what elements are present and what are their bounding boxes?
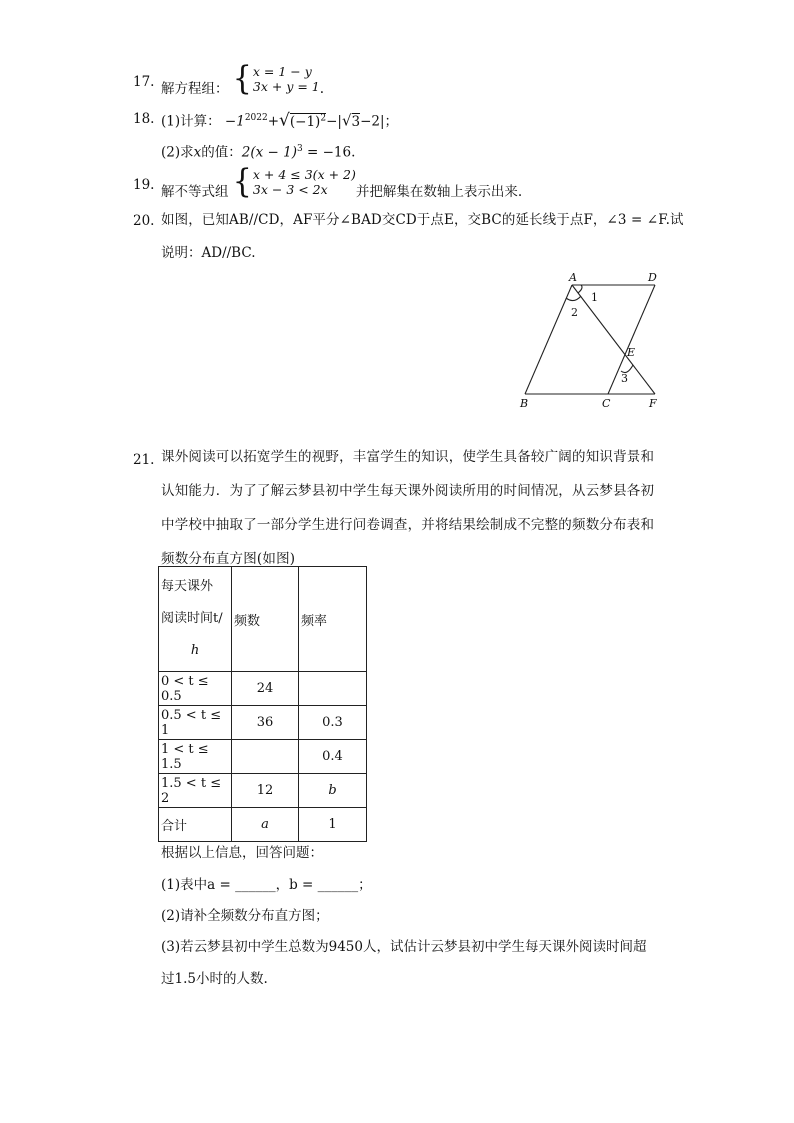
q19-inequality-system xyxy=(232,162,356,201)
q19-text: 解不等式组 xyxy=(161,183,229,200)
table-header-count: 频数 xyxy=(232,567,299,672)
table-cell: 0.5 < t ≤ 1 xyxy=(159,706,232,740)
angle-arc-1 xyxy=(578,285,582,293)
parallelogram-diagram xyxy=(515,268,665,413)
label-angle-2: 2 xyxy=(571,306,578,319)
header-line-3: h xyxy=(190,643,200,658)
table-cell xyxy=(232,740,299,774)
q18-p1-radicand xyxy=(290,113,326,130)
q17-number: 17. xyxy=(133,74,155,90)
q18-part2 xyxy=(161,139,355,163)
q18-p2-var: x xyxy=(193,144,202,161)
table-total-row xyxy=(159,808,367,842)
q19-ineq2: 3x − 3 < 2x xyxy=(252,182,328,197)
label-F: F xyxy=(649,397,657,410)
q21-subquestion-3-line2: 过1.5小时的人数. xyxy=(161,971,268,987)
table-header-row xyxy=(159,567,367,672)
q21-number: 21. xyxy=(133,452,155,468)
table-row xyxy=(159,740,367,774)
q17-equation-system xyxy=(232,59,320,98)
header-line-2: 阅读时间t/ xyxy=(161,611,223,626)
q17-eq2: 3x + y = 1 xyxy=(252,79,320,94)
q18-p2-exp: 3 xyxy=(296,144,303,154)
header-line-1: 每天课外 xyxy=(161,579,214,594)
segment-DC xyxy=(608,285,655,394)
brace-icon: { xyxy=(232,162,252,201)
brace-icon: { xyxy=(232,59,252,98)
q21-subquestion-3-line1: (3)若云梦县初中学生总数为9450人，试估计云梦县初中学生每天课外阅读时间超 xyxy=(161,939,647,955)
segment-AB xyxy=(525,285,572,394)
q20-line2: 说明：AD//BC. xyxy=(161,245,256,261)
label-angle-1: 1 xyxy=(591,291,598,304)
label-C: C xyxy=(602,397,611,410)
table-cell: 合计 xyxy=(159,808,232,842)
q18-p1-abs-close: −2|； xyxy=(360,113,399,130)
sqrt-icon: √ xyxy=(341,111,352,130)
label-B: B xyxy=(520,397,529,410)
q21-intro: 根据以上信息，回答问题： xyxy=(161,845,323,861)
q19-body xyxy=(161,162,523,201)
q18-p1-sqrt3: 3 xyxy=(351,113,361,130)
q19-number: 19. xyxy=(133,177,155,193)
sqrt-icon: √ xyxy=(279,110,290,131)
q18-p1-radicand-text: (−1) xyxy=(289,113,321,130)
q18-p2-tail: = −16. xyxy=(302,144,356,161)
q17-text: 解方程组： xyxy=(161,80,229,97)
table-cell: 1 < t ≤ 1.5 xyxy=(159,740,232,774)
table-cell: 12 xyxy=(232,774,299,808)
q18-part1 xyxy=(161,108,398,132)
table-cell: 0.3 xyxy=(299,706,367,740)
table-cell: 1 xyxy=(299,808,367,842)
segment-AF xyxy=(572,285,655,394)
table-header-time xyxy=(159,567,232,672)
q18-p1-radicand-exp: 2 xyxy=(320,113,327,123)
label-A: A xyxy=(569,271,577,284)
geometry-figure xyxy=(515,268,665,413)
q17-end: . xyxy=(319,80,325,97)
table-row xyxy=(159,774,367,808)
q21-subquestion-1: (1)表中a = ______，b = ______； xyxy=(161,877,372,893)
table-cell: 0 < t ≤ 0.5 xyxy=(159,672,232,706)
q21-paragraph: 课外阅读可以拓宽学生的视野，丰富学生的知识，使学生具备较广阔的知识背景和认知能力．为了了解云梦县初中学生每天课外阅读所用的时间情况，从云梦县各初中学校中抽取了一部分学生进行问卷调查，并将结果绘制成不完整的频数分布表和频数分布直方图(如图) xyxy=(161,449,655,567)
label-E: E xyxy=(627,346,636,359)
q18-p2-mid: 的值： xyxy=(201,144,242,161)
label-angle-3: 3 xyxy=(621,372,628,385)
table-header-rate: 频率 xyxy=(299,567,367,672)
q18-p1-abs-open: −| xyxy=(326,113,342,130)
q20-number: 20. xyxy=(133,213,155,229)
frequency-table xyxy=(158,566,367,842)
table-row xyxy=(159,672,367,706)
q17-body xyxy=(161,59,325,98)
q17-eq1: x = 1 − y xyxy=(252,64,312,79)
table-cell: b xyxy=(299,774,367,808)
q18-p1-exponent: 2022 xyxy=(244,113,268,123)
q18-p1-label: (1)计算： xyxy=(161,113,221,130)
angle-arc-2 xyxy=(566,296,581,301)
table-row xyxy=(159,706,367,740)
table-cell: 24 xyxy=(232,672,299,706)
q19-ineq1: x + 4 ≤ 3(x + 2) xyxy=(252,167,356,182)
table-cell xyxy=(299,672,367,706)
q18-number: 18. xyxy=(133,111,155,127)
q18-p2-expr: 2(x − 1) xyxy=(241,144,297,161)
table-cell: 1.5 < t ≤ 2 xyxy=(159,774,232,808)
table-cell: a xyxy=(232,808,299,842)
table-cell: 0.4 xyxy=(299,740,367,774)
q18-p1-plus: + xyxy=(267,113,280,130)
q18-p1-term: −1 xyxy=(224,113,245,130)
q18-p2-label: (2)求 xyxy=(161,144,194,161)
q20-line1: 如图，已知AB//CD，AF平分∠BAD交CD于点E，交BC的延长线于点F，∠3 = ∠F.试 xyxy=(161,212,684,228)
q21-subquestion-2: (2)请补全频数分布直方图； xyxy=(161,908,329,924)
table-cell: 36 xyxy=(232,706,299,740)
q19-tail: 并把解集在数轴上表示出来. xyxy=(355,183,523,200)
label-D: D xyxy=(648,271,657,284)
